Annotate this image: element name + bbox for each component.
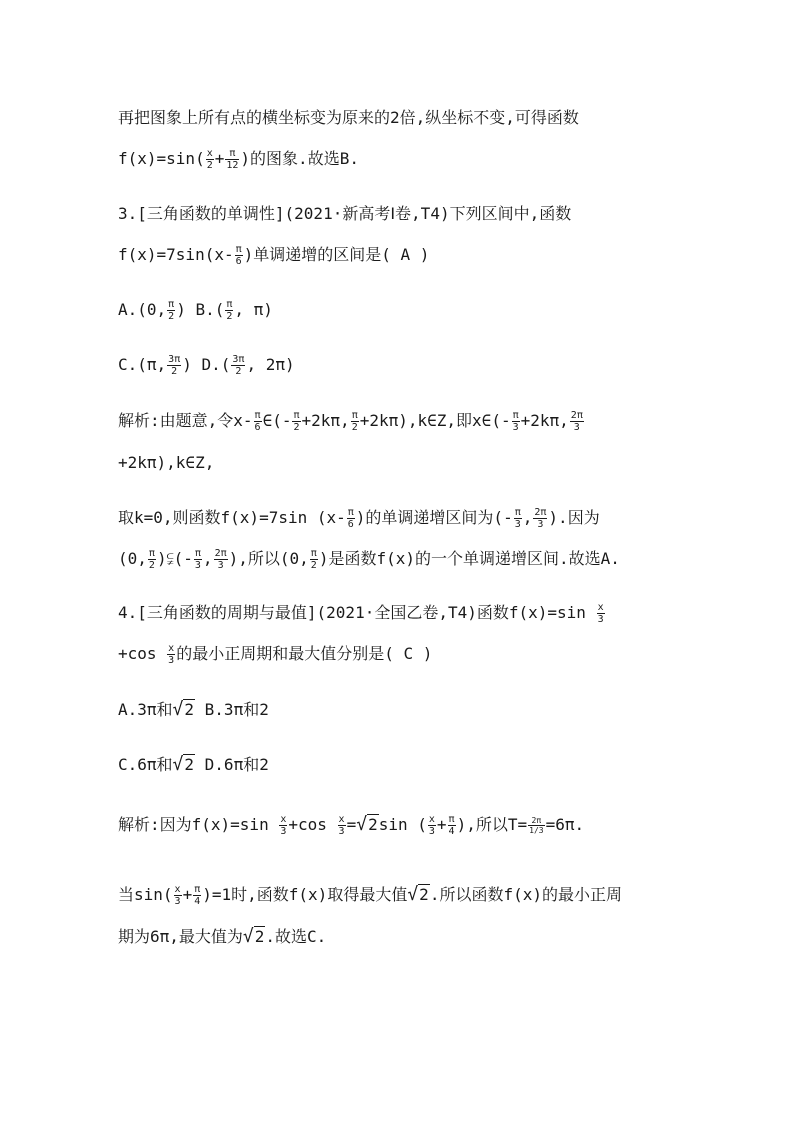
question-3-analysis-2: +2kπ),k∈Z, xyxy=(118,453,215,472)
fraction: $\frac{2\pi}{3}$ xyxy=(570,410,583,433)
question-4-analysis-3: 期为6π,最大值为√2.故选C. xyxy=(118,926,327,947)
fraction: $\frac{2\pi}{1/3}$ xyxy=(529,816,544,835)
text-line-1: 再把图象上所有点的横坐标变为原来的2倍,纵坐标不变,可得函数 xyxy=(118,108,579,127)
fraction: $\frac{\pi}{2}$ xyxy=(148,548,155,571)
question-4-analysis-2: 当sin( $\frac{x}{3}$ + $\frac{\pi}{4}$ )=1时,函数f(x)取得最大值√2.所以函数f(x)的最小正周 xyxy=(118,884,622,907)
square-root: √2 xyxy=(242,926,265,947)
square-root: √2 xyxy=(356,814,378,835)
square-root: √2 xyxy=(172,699,195,720)
fraction: $\frac{\pi}{2}$ xyxy=(310,548,317,571)
fraction: $\frac{x}{3}$ xyxy=(597,602,604,625)
fraction: $\frac{\pi}{6}$ xyxy=(347,507,354,530)
fraction: $\frac{\pi}{6}$ xyxy=(254,410,261,433)
square-root: √2 xyxy=(407,884,429,905)
question-3-analysis-3: 取k=0,则函数f(x)=7sin (x- $\frac{\pi}{6}$ )的单调递增区间为(- $\frac{\pi}{3}$ , $\frac{2\pi}{3}$ ).因为 xyxy=(118,507,600,530)
fraction: $\frac{2\pi}{3}$ xyxy=(534,507,547,530)
fraction: $\frac{x}{3}$ xyxy=(280,814,287,837)
fraction: $\frac{3\pi}{2}$ xyxy=(232,354,245,377)
fraction: $\frac{\pi}{3}$ xyxy=(194,548,201,571)
fraction: $\frac{\pi}{4}$ xyxy=(448,814,455,837)
question-4-stem-2: +cos $\frac{x}{3}$ 的最小正周期和最大值分别是( C ) xyxy=(118,643,433,666)
question-3-function: f(x)=7sin(x- $\frac{\pi}{6}$ )单调递增的区间是( A ) xyxy=(118,244,430,267)
fraction: $\frac{\pi}{2}$ xyxy=(351,410,358,433)
fraction: $\frac{\pi}{4}$ xyxy=(194,884,201,907)
question-3-analysis-1: 解析:由题意,令x- $\frac{\pi}{6}$ ∈(- $\frac{\pi}{2}$ +2kπ, $\frac{\pi}{2}$ +2kπ),k∈Z,即x∈(- $\frac{\pi}{3}$ +2kπ, $\frac{2\pi}{3}$ xyxy=(118,410,583,433)
fraction: $\frac{\pi}{3}$ xyxy=(514,507,521,530)
question-3-options-ab: A.(0, $\frac{\pi}{2}$ ) B.( $\frac{\pi}{2}$ , π) xyxy=(118,299,273,322)
fraction: $\frac{\pi}{6}$ xyxy=(235,244,242,267)
question-3-stem: 3.[三角函数的单调性](2021·新高考Ⅰ卷,T4)下列区间中,函数 xyxy=(118,204,572,223)
fraction: $\frac{\pi}{3}$ xyxy=(512,410,519,433)
fraction: $\frac{x}{3}$ xyxy=(174,884,181,907)
fraction: $\frac{3\pi}{2}$ xyxy=(168,354,181,377)
fraction: $\frac{\pi}{2}$ xyxy=(293,410,300,433)
fraction: $\frac{\pi}{2}$ xyxy=(226,299,233,322)
square-root: √2 xyxy=(172,754,195,775)
question-4-stem: 4.[三角函数的周期与最值](2021·全国乙卷,T4)函数f(x)=sin $\frac{x}{3}$ xyxy=(118,602,604,625)
fraction: $\frac{\pi}{2}$ xyxy=(168,299,175,322)
fraction: $\frac{\pi}{12}$ xyxy=(226,148,239,171)
text-line-2: f(x)=sin( $\frac{x}{2}$ + $\frac{\pi}{12}$ )的图象.故选B. xyxy=(118,148,359,171)
fraction: $\frac{2\pi}{3}$ xyxy=(214,548,227,571)
fraction: $\frac{x}{3}$ xyxy=(428,814,435,837)
question-3-analysis-4: (0, $\frac{\pi}{2}$ )⫋(- $\frac{\pi}{3}$ , $\frac{2\pi}{3}$ ),所以(0, $\frac{\pi}{2}$ )是函数f(x)的一个单调递增区间.故选A. xyxy=(118,548,620,571)
fraction: $\frac{x}{3}$ xyxy=(168,643,175,666)
question-4-options-cd: C.6π和√2 D.6π和2 xyxy=(118,754,269,775)
question-3-options-cd: C.(π, $\frac{3\pi}{2}$ ) D.( $\frac{3\pi}{2}$ , 2π) xyxy=(118,354,295,377)
question-4-options-ab: A.3π和√2 B.3π和2 xyxy=(118,699,269,720)
fraction: $\frac{x}{3}$ xyxy=(338,814,345,837)
fraction: $\frac{x}{2}$ xyxy=(206,148,213,171)
question-4-analysis-1: 解析:因为f(x)=sin $\frac{x}{3}$ +cos $\frac{x}{3}$ =√2sin ( $\frac{x}{3}$ + $\frac{\pi}{4}$ ),所以T= $\frac{2\pi}{1/3}$ =6π. xyxy=(118,814,585,837)
